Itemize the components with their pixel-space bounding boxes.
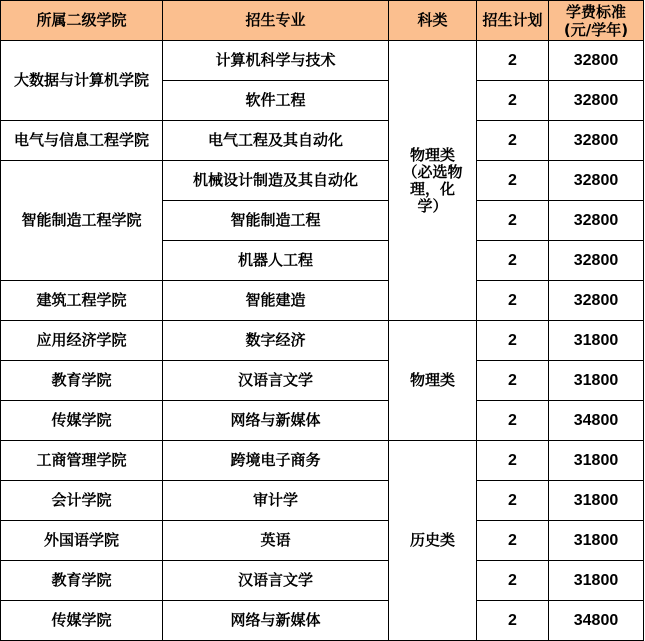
major-cell: 机器人工程 xyxy=(163,241,389,281)
header-fee-line2: (元/学年) xyxy=(563,20,629,39)
header-college: 所属二级学院 xyxy=(1,1,163,41)
header-major: 招生专业 xyxy=(163,1,389,41)
table-row xyxy=(1,441,644,481)
major-cell: 网络与新媒体 xyxy=(163,401,389,441)
plan-cell: 2 xyxy=(477,481,549,521)
header-row xyxy=(1,1,644,41)
college-cell: 大数据与计算机学院 xyxy=(1,41,163,121)
major-cell: 网络与新媒体 xyxy=(163,601,389,641)
major-cell: 智能建造 xyxy=(163,281,389,321)
fee-cell: 32800 xyxy=(549,161,644,201)
fee-cell: 31800 xyxy=(549,441,644,481)
major-cell: 英语 xyxy=(163,521,389,561)
college-cell: 工商管理学院 xyxy=(1,441,163,481)
table-row xyxy=(1,161,644,201)
college-cell: 教育学院 xyxy=(1,361,163,401)
fee-cell: 32800 xyxy=(549,201,644,241)
major-cell: 跨境电子商务 xyxy=(163,441,389,481)
major-cell: 数字经济 xyxy=(163,321,389,361)
plan-cell: 2 xyxy=(477,161,549,201)
college-cell: 智能制造工程学院 xyxy=(1,161,163,281)
table-row xyxy=(1,521,644,561)
subject-type-cell: 物理类 xyxy=(389,321,477,441)
fee-cell: 32800 xyxy=(549,81,644,121)
plan-cell: 2 xyxy=(477,241,549,281)
header-subject-type: 科类 xyxy=(389,1,477,41)
college-cell: 会计学院 xyxy=(1,481,163,521)
table-row xyxy=(1,121,644,161)
college-cell: 应用经济学院 xyxy=(1,321,163,361)
major-cell: 机械设计制造及其自动化 xyxy=(163,161,389,201)
fee-cell: 34800 xyxy=(549,401,644,441)
plan-cell: 2 xyxy=(477,201,549,241)
major-cell: 汉语言文学 xyxy=(163,561,389,601)
major-cell: 汉语言文学 xyxy=(163,361,389,401)
table-row xyxy=(1,561,644,601)
fee-cell: 31800 xyxy=(549,561,644,601)
plan-cell: 2 xyxy=(477,601,549,641)
fee-cell: 31800 xyxy=(549,321,644,361)
plan-cell: 2 xyxy=(477,41,549,81)
fee-cell: 32800 xyxy=(549,281,644,321)
college-cell: 建筑工程学院 xyxy=(1,281,163,321)
college-cell: 传媒学院 xyxy=(1,601,163,641)
table-row xyxy=(1,361,644,401)
college-cell: 教育学院 xyxy=(1,561,163,601)
header-fee-line1: 学费标准 xyxy=(565,2,626,21)
fee-cell: 31800 xyxy=(549,481,644,521)
header-plan: 招生计划 xyxy=(477,1,549,41)
table-row xyxy=(1,481,644,521)
major-cell: 电气工程及其自动化 xyxy=(163,121,389,161)
major-cell: 智能制造工程 xyxy=(163,201,389,241)
table-row xyxy=(1,401,644,441)
plan-cell: 2 xyxy=(477,81,549,121)
subject-type-label: 物理类（必选物理，化学） xyxy=(402,145,463,215)
plan-cell: 2 xyxy=(477,361,549,401)
fee-cell: 34800 xyxy=(549,601,644,641)
plan-cell: 2 xyxy=(477,121,549,161)
college-cell: 传媒学院 xyxy=(1,401,163,441)
fee-cell: 32800 xyxy=(549,121,644,161)
plan-cell: 2 xyxy=(477,441,549,481)
header-fee xyxy=(549,1,644,41)
subject-type-cell xyxy=(389,41,477,321)
table-row xyxy=(1,281,644,321)
college-cell: 外国语学院 xyxy=(1,521,163,561)
major-cell: 审计学 xyxy=(163,481,389,521)
table-row xyxy=(1,601,644,641)
plan-cell: 2 xyxy=(477,521,549,561)
plan-cell: 2 xyxy=(477,401,549,441)
major-cell: 计算机科学与技术 xyxy=(163,41,389,81)
fee-cell: 31800 xyxy=(549,361,644,401)
subject-type-cell: 历史类 xyxy=(389,441,477,641)
fee-cell: 32800 xyxy=(549,241,644,281)
table-row xyxy=(1,41,644,81)
fee-cell: 32800 xyxy=(549,41,644,81)
major-cell: 软件工程 xyxy=(163,81,389,121)
plan-cell: 2 xyxy=(477,561,549,601)
table-row xyxy=(1,321,644,361)
fee-cell: 31800 xyxy=(549,521,644,561)
plan-cell: 2 xyxy=(477,321,549,361)
plan-cell: 2 xyxy=(477,281,549,321)
college-cell: 电气与信息工程学院 xyxy=(1,121,163,161)
